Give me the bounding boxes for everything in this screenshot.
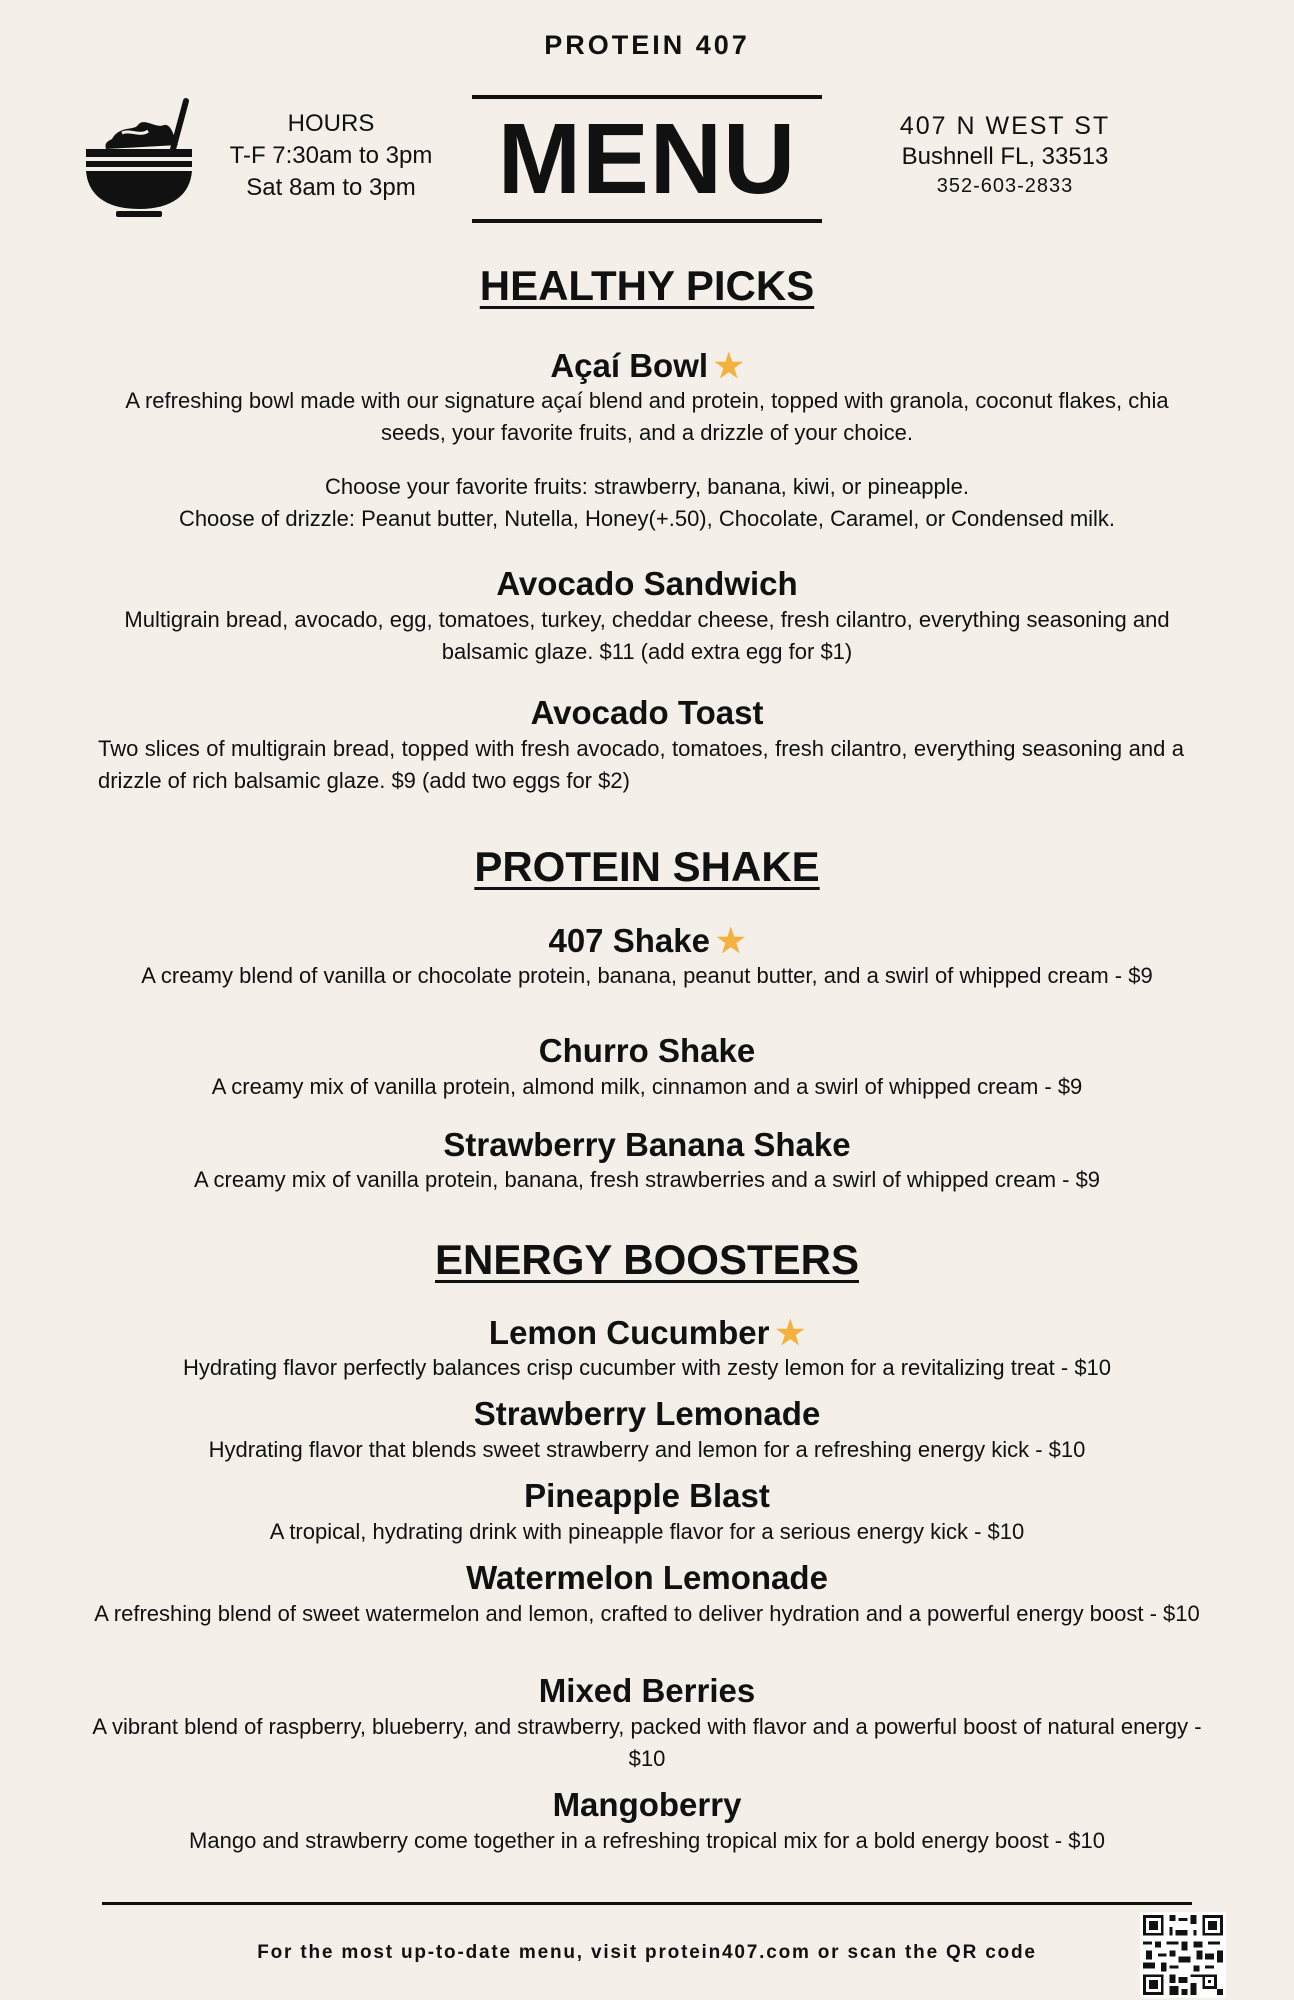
item-name-strawberry-lemonade: Strawberry Lemonade bbox=[473, 1395, 821, 1432]
star-icon: ★ bbox=[715, 922, 746, 959]
item-name-407-shake bbox=[0, 921, 1294, 960]
item-desc-acai-bowl: A refreshing bowl made with our signature açaí blend and protein, topped with granola, coconut flakes, chia seeds, your favorite fruits, and a drizzle of your choice. bbox=[125, 388, 1169, 445]
hours-saturday: Sat 8am to 3pm bbox=[246, 174, 416, 201]
item-options-fruits: Choose your favorite fruits: strawberry, banana, kiwi, or pineapple. bbox=[324, 474, 969, 499]
street-address: 407 N WEST ST bbox=[899, 112, 1111, 140]
phone-number: 352-603-2833 bbox=[936, 175, 1074, 197]
item-desc-strawberry-banana-shake: A creamy mix of vanilla protein, banana, fresh strawberries and a swirl of whipped cream - $9 bbox=[193, 1167, 1101, 1192]
menu-heading-box bbox=[472, 95, 822, 223]
city-state-zip: Bushnell FL, 33513 bbox=[901, 143, 1109, 170]
footer-note: For the most up-to-date menu, visit protein407.com or scan the QR code bbox=[257, 1942, 1037, 1963]
bowl-icon bbox=[82, 95, 197, 220]
menu-heading: MENU bbox=[497, 103, 797, 215]
hours-block bbox=[200, 108, 462, 204]
item-name-avocado-toast: Avocado Toast bbox=[530, 694, 764, 731]
section-title-healthy-picks: HEALTHY PICKS bbox=[479, 262, 815, 309]
item-name-mixed-berries: Mixed Berries bbox=[538, 1672, 756, 1709]
item-name-text: Lemon Cucumber bbox=[488, 1314, 770, 1351]
item-desc-pineapple-blast: A tropical, hydrating drink with pineapple flavor for a serious energy kick - $10 bbox=[269, 1519, 1025, 1544]
item-name-acai-bowl bbox=[0, 346, 1294, 385]
item-name-mangoberry: Mangoberry bbox=[552, 1786, 742, 1823]
star-icon: ★ bbox=[775, 1314, 806, 1351]
star-icon: ★ bbox=[714, 347, 744, 384]
item-name-watermelon-lemonade: Watermelon Lemonade bbox=[466, 1559, 828, 1596]
section-title-energy-boosters: ENERGY BOOSTERS bbox=[435, 1236, 859, 1283]
item-desc-watermelon-lemonade: A refreshing blend of sweet watermelon and lemon, crafted to deliver hydration and a powerful energy boost - $10 bbox=[94, 1601, 1200, 1626]
item-options-drizzle: Choose of drizzle: Peanut butter, Nutella, Honey(+.50), Chocolate, Caramel, or Condensed milk. bbox=[178, 506, 1116, 531]
section-title-protein-shake: PROTEIN SHAKE bbox=[474, 843, 820, 890]
item-name-churro-shake: Churro Shake bbox=[538, 1032, 756, 1069]
item-name-text: Açaí Bowl bbox=[550, 347, 709, 384]
item-desc-avocado-toast: Two slices of multigrain bread, topped with fresh avocado, tomatoes, fresh cilantro, everything seasoning and a drizzle of rich balsamic glaze. $9 (add two eggs for $2) bbox=[98, 736, 1184, 793]
footer-divider bbox=[102, 1902, 1192, 1905]
item-name-pineapple-blast: Pineapple Blast bbox=[524, 1477, 770, 1514]
item-name-avocado-sandwich: Avocado Sandwich bbox=[496, 565, 798, 602]
item-name-strawberry-banana-shake: Strawberry Banana Shake bbox=[443, 1126, 851, 1163]
qr-code-icon[interactable] bbox=[1140, 1912, 1226, 1998]
address-block bbox=[860, 110, 1150, 200]
hours-weekdays: T-F 7:30am to 3pm bbox=[229, 142, 433, 169]
item-desc-avocado-sandwich: Multigrain bread, avocado, egg, tomatoes, turkey, cheddar cheese, fresh cilantro, everything seasoning and balsamic glaze. $11 (add extra egg for $1) bbox=[124, 607, 1170, 664]
item-name-text: 407 Shake bbox=[548, 922, 710, 959]
item-name-lemon-cucumber bbox=[0, 1313, 1294, 1352]
item-desc-strawberry-lemonade: Hydrating flavor that blends sweet strawberry and lemon for a refreshing energy kick - $10 bbox=[208, 1437, 1086, 1462]
item-desc-churro-shake: A creamy mix of vanilla protein, almond milk, cinnamon and a swirl of whipped cream - $9 bbox=[211, 1074, 1083, 1099]
item-desc-407-shake: A creamy blend of vanilla or chocolate protein, banana, peanut butter, and a swirl of whipped cream - $9 bbox=[141, 963, 1153, 988]
item-desc-mangoberry: Mango and strawberry come together in a refreshing tropical mix for a bold energy boost - $10 bbox=[189, 1828, 1105, 1853]
item-desc-lemon-cucumber: Hydrating flavor perfectly balances crisp cucumber with zesty lemon for a revitalizing treat - $10 bbox=[182, 1355, 1112, 1380]
item-desc-mixed-berries: A vibrant blend of raspberry, blueberry, and strawberry, packed with flavor and a powerful boost of natural energy - $10 bbox=[92, 1714, 1202, 1771]
hours-title: HOURS bbox=[287, 110, 375, 137]
brand-name: PROTEIN 407 bbox=[544, 30, 750, 60]
